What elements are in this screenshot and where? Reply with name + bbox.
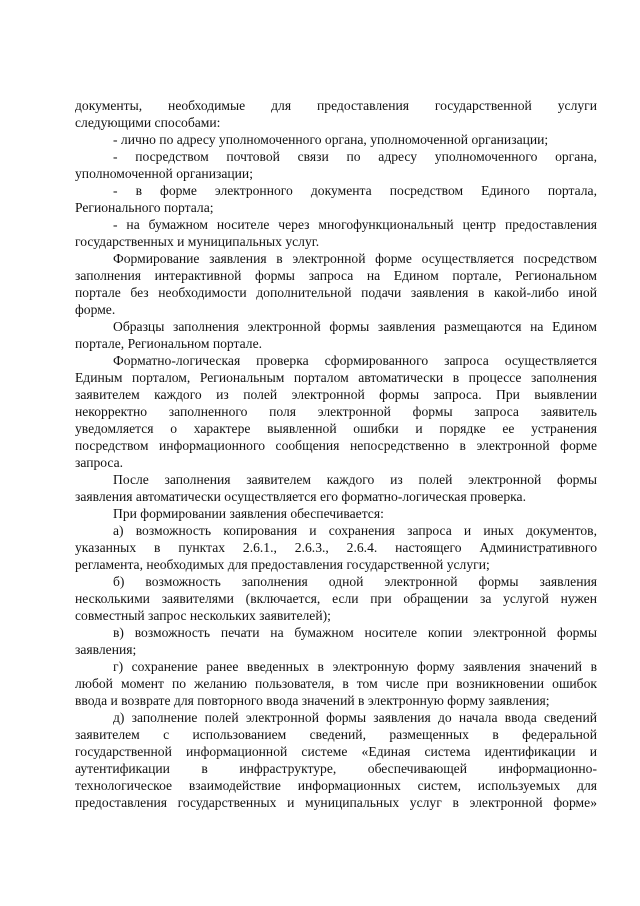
text-line: Формирование заявления в электронной форме осуществляется посредством: [113, 251, 597, 266]
text-line: После заполнения заявителем каждого из полей электронной формы: [113, 472, 597, 487]
document-page: [75, 97, 597, 811]
text-line: При формировании заявления обеспечивается:: [113, 506, 384, 521]
text-line: государственных и муниципальных услуг.: [75, 234, 320, 249]
paragraph: [75, 250, 597, 318]
text-line: Образцы заполнения электронной формы заявления размещаются на Едином: [113, 319, 597, 334]
paragraph: [75, 352, 597, 471]
text-line: в) возможность печати на бумажном носителе копии электронной формы: [113, 625, 597, 640]
text-line: заявления;: [75, 642, 137, 657]
paragraph: [75, 658, 597, 709]
text-line: совместный запрос нескольких заявителей);: [75, 608, 331, 623]
text-line: заявителем с использованием сведений, размещенных в федеральной: [75, 727, 597, 742]
text-line: технологическое взаимодействие информационных систем, используемых для: [75, 778, 597, 793]
paragraph: [75, 97, 597, 131]
text-line: следующими способами:: [75, 115, 221, 130]
text-line: государственной информационной системе «Единая система идентификации и: [75, 744, 597, 759]
text-line: уполномоченной организации;: [75, 166, 253, 181]
text-line: а) возможность копирования и сохранения запроса и иных документов,: [113, 523, 597, 538]
text-line: документы, необходимые для предоставления государственной услуги: [75, 98, 597, 113]
paragraph: [75, 471, 597, 505]
paragraph: [75, 318, 597, 352]
paragraph: [75, 505, 597, 522]
text-line: заполнения интерактивной формы запроса на Едином портале, Региональном: [75, 268, 597, 283]
text-line: уведомляется о характере выявленной ошибки и порядке ее устранения: [75, 421, 597, 436]
text-line: запроса.: [75, 455, 124, 470]
text-line: портале без необходимости дополнительной подачи заявления в какой-либо иной: [75, 285, 597, 300]
text-line: - лично по адресу уполномоченного органа, уполномоченной организации;: [113, 132, 549, 147]
paragraph: [75, 573, 597, 624]
text-line: заявления автоматически осуществляется его форматно-логическая проверка.: [75, 489, 526, 504]
text-line: аутентификации в инфраструктуре, обеспечивающей информационно-: [75, 761, 597, 776]
text-line: Регионального портала;: [75, 200, 214, 215]
paragraph: [75, 709, 597, 811]
text-line: Единым порталом, Региональным порталом автоматически в процессе заполнения: [75, 370, 597, 385]
text-line: Форматно-логическая проверка сформированного запроса осуществляется: [113, 353, 597, 368]
text-line: портале, Региональном портале.: [75, 336, 263, 351]
text-line: ввода и возврате для повторного ввода значений в электронную форму заявления;: [75, 693, 550, 708]
text-line: заявителем каждого из полей электронной формы запроса. При выявлении: [75, 387, 597, 402]
text-line: указанных в пунктах 2.6.1., 2.6.3., 2.6.4. настоящего Административного: [75, 540, 597, 555]
text-line: некорректно заполненного поля электронной формы запроса заявитель: [75, 404, 597, 419]
text-line: б) возможность заполнения одной электронной формы заявления: [113, 574, 597, 589]
text-line: предоставления государственных и муниципальных услуг в электронной форме»: [75, 795, 597, 810]
paragraph: [75, 522, 597, 573]
text-line: несколькими заявителями (включается, если при обращении за услугой нужен: [75, 591, 597, 606]
text-line: - в форме электронного документа посредством Единого портала,: [113, 183, 597, 198]
paragraph: [75, 216, 597, 250]
text-line: г) сохранение ранее введенных в электронную форму заявления значений в: [113, 659, 597, 674]
paragraph: [75, 148, 597, 182]
text-line: д) заполнение полей электронной формы заявления до начала ввода сведений: [113, 710, 597, 725]
text-line: любой момент по желанию пользователя, в том числе при возникновении ошибок: [75, 676, 597, 691]
text-line: посредством информационного сообщения непосредственно в электронной форме: [75, 438, 597, 453]
text-line: - на бумажном носителе через многофункциональный центр предоставления: [113, 217, 597, 232]
text-line: - посредством почтовой связи по адресу уполномоченного органа,: [113, 149, 597, 164]
paragraph: [75, 131, 597, 148]
paragraph: [75, 624, 597, 658]
paragraph: [75, 182, 597, 216]
text-line: регламента, необходимых для предоставления государственной услуги;: [75, 557, 490, 572]
text-line: форме.: [75, 302, 116, 317]
